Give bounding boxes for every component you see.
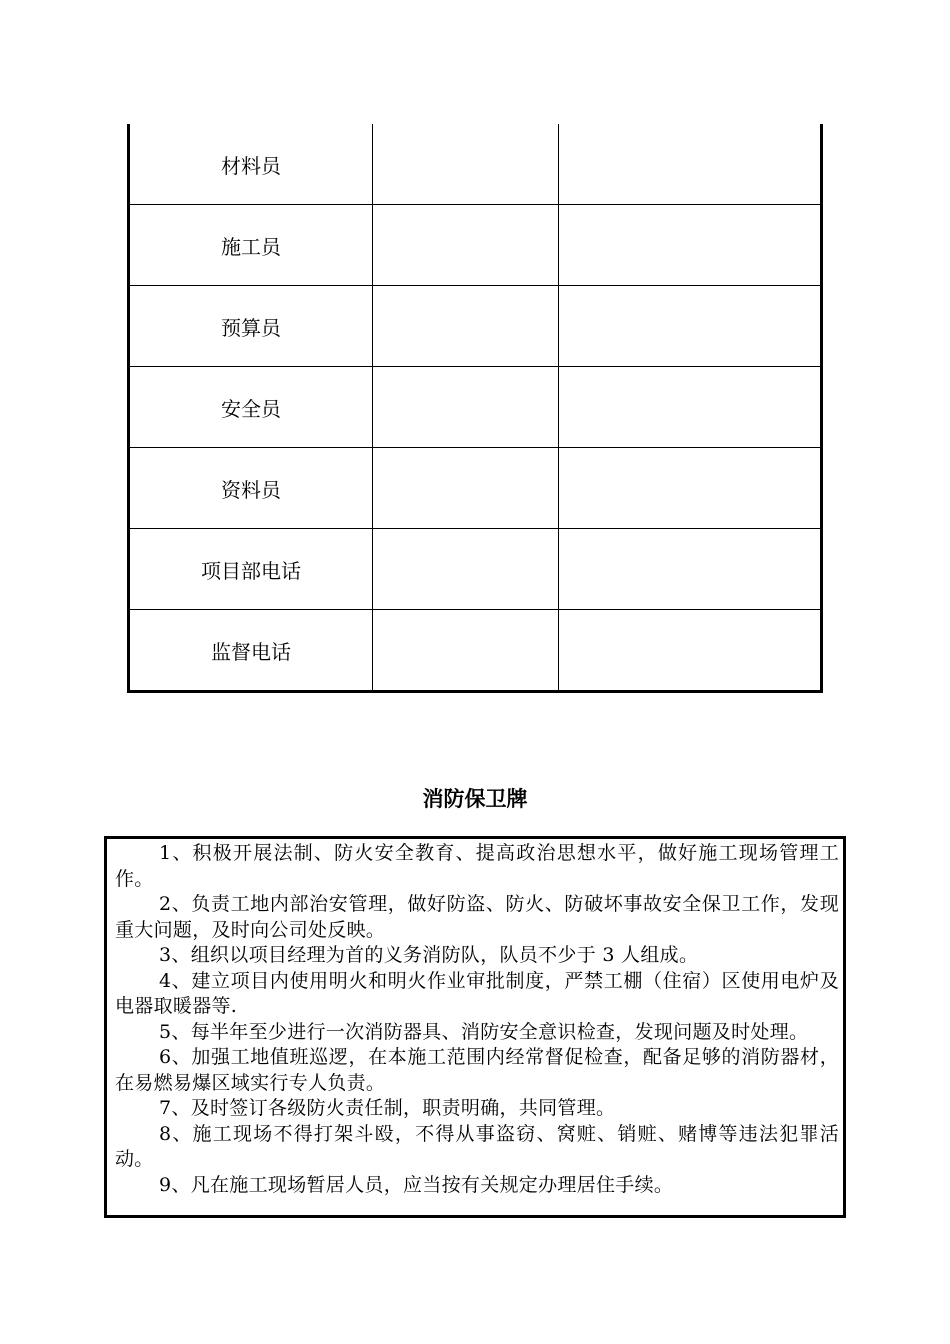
rule-item: 6、加强工地值班巡逻，在本施工范围内经常督促检查，配备足够的消防器材，在易燃易爆区域实行专人负责。 (115, 1046, 839, 1094)
table-row (129, 205, 822, 286)
contact-table (127, 124, 823, 693)
table-row (129, 286, 822, 367)
role-cell: 材料员 (129, 124, 373, 205)
role-cell: 安全员 (129, 367, 373, 448)
value-cell (559, 367, 822, 448)
value-cell (559, 286, 822, 367)
table-row (129, 610, 822, 692)
fire-security-rules-box (104, 836, 846, 1218)
table-row (129, 529, 822, 610)
rule-item: 7、及时签订各级防火责任制，职责明确，共同管理。 (159, 1097, 616, 1119)
role-cell: 预算员 (129, 286, 373, 367)
rule-item: 2、负责工地内部治安管理，做好防盗、防火、防破坏事故安全保卫工作，发现重大问题，及时向公司处反映。 (115, 893, 839, 941)
rule-item: 9、凡在施工现场暂居人员，应当按有关规定办理居住手续。 (159, 1173, 674, 1196)
value-cell (373, 205, 559, 286)
rule-item: 5、每半年至少进行一次消防器具、消防安全意识检查，发现问题及时处理。 (159, 1020, 809, 1043)
rule-item: 4、建立项目内使用明火和明火作业审批制度，严禁工棚（住宿）区使用电炉及电器取暖器等. (115, 969, 839, 1017)
value-cell (559, 124, 822, 205)
rule-item: 1、积极开展法制、防火安全教育、提高政治思想水平，做好施工现场管理工作。 (115, 842, 839, 890)
role-cell: 施工员 (129, 205, 373, 286)
value-cell (559, 448, 822, 529)
fire-security-title: 消防保卫牌 (422, 787, 528, 811)
value-cell (559, 610, 822, 692)
value-cell (373, 448, 559, 529)
table-row (129, 448, 822, 529)
role-cell: 资料员 (129, 448, 373, 529)
rules-list (107, 839, 843, 1198)
value-cell (559, 205, 822, 286)
rule-item: 8、施工现场不得打架斗殴，不得从事盗窃、窝赃、销赃、赌博等违法犯罪活动。 (115, 1122, 839, 1170)
value-cell (373, 610, 559, 692)
table-row (129, 124, 822, 205)
value-cell (373, 286, 559, 367)
value-cell (559, 529, 822, 610)
role-cell: 项目部电话 (129, 529, 373, 610)
value-cell (373, 124, 559, 205)
value-cell (373, 367, 559, 448)
rule-item: 3、组织以项目经理为首的义务消防队，队员不少于 3 人组成。 (159, 944, 699, 966)
table-row (129, 367, 822, 448)
value-cell (373, 529, 559, 610)
role-cell: 监督电话 (129, 610, 373, 692)
